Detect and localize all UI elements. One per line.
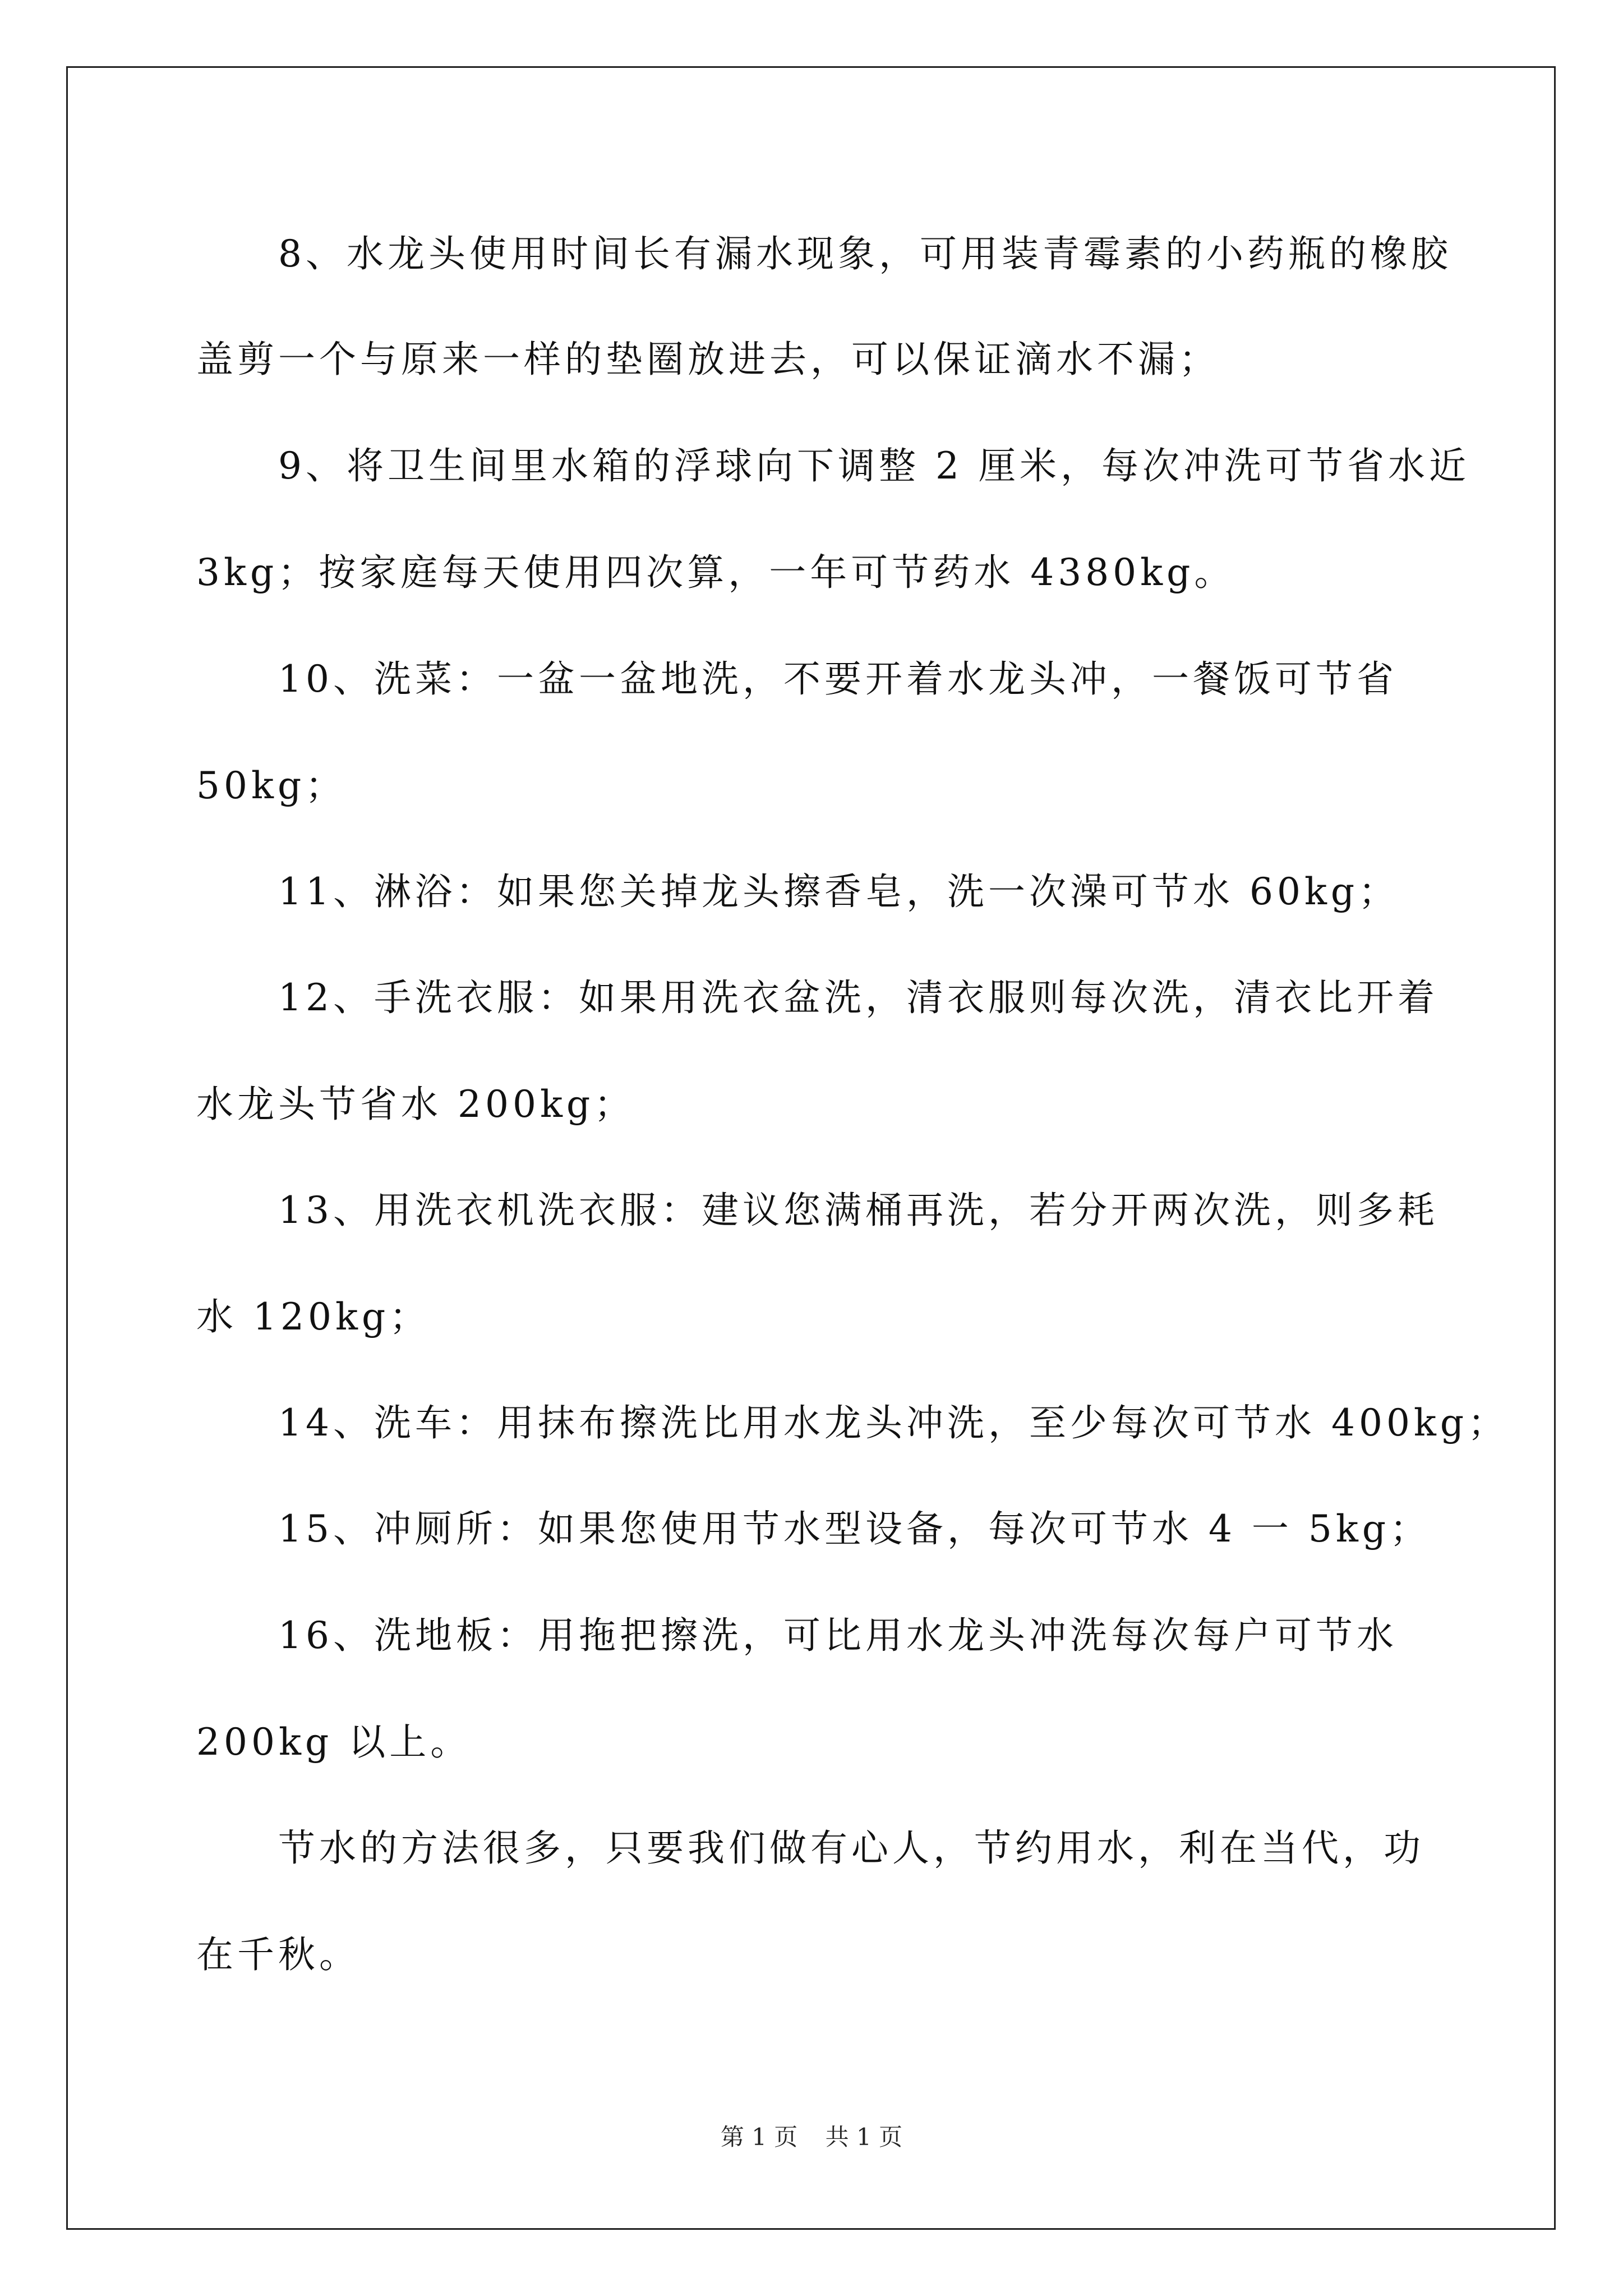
text-line: 水龙头节省水 200kg；	[196, 1083, 635, 1126]
text-line: 200kg 以上。	[196, 1720, 472, 1764]
text-line: 盖剪一个与原来一样的垫圈放进去，可以保证滴水不漏；	[196, 338, 1220, 381]
text-line: 12、手洗衣服：如果用洗衣盆洗，清衣服则每次洗，清衣比开着	[278, 976, 1438, 1019]
text-line: 11、淋浴：如果您关掉龙头擦香皂，洗一次澡可节水 60kg；	[278, 870, 1400, 913]
text-line: 水 120kg；	[196, 1295, 431, 1338]
page-total: 共 1 页	[825, 2123, 903, 2151]
text-line: 16、洗地板：用拖把擦洗，可比用水龙头冲洗每次每户可节水	[278, 1614, 1398, 1657]
text-line: 在千秋。	[196, 1933, 360, 1976]
text-line: 14、洗车：用抹布擦洗比用水龙头冲洗，至少每次可节水 400kg；	[278, 1401, 1509, 1444]
text-line: 3kg；按家庭每天使用四次算，一年可节药水 4380kg。	[196, 551, 1235, 594]
text-line: 8、水龙头使用时间长有漏水现象，可用装青霉素的小药瓶的橡胶	[278, 232, 1452, 275]
text-line: 节水的方法很多，只要我们做有心人，节约用水，利在当代，功	[278, 1826, 1424, 1870]
page-border	[66, 66, 1556, 2230]
page-number: 第 1 页	[720, 2123, 798, 2151]
text-line: 9、将卫生间里水箱的浮球向下调整 2 厘米，每次冲洗可节省水近	[278, 444, 1470, 487]
text-line: 10、洗菜：一盆一盆地洗，不要开着水龙头冲，一餐饭可节省	[278, 657, 1398, 701]
text-line: 15、冲厕所：如果您使用节水型设备，每次可节水 4 一 5kg；	[278, 1507, 1431, 1550]
text-line: 50kg；	[196, 764, 347, 807]
text-line: 13、用洗衣机洗衣服：建议您满桶再洗，若分开两次洗，则多耗	[278, 1189, 1438, 1232]
page-footer	[0, 2123, 1623, 2151]
